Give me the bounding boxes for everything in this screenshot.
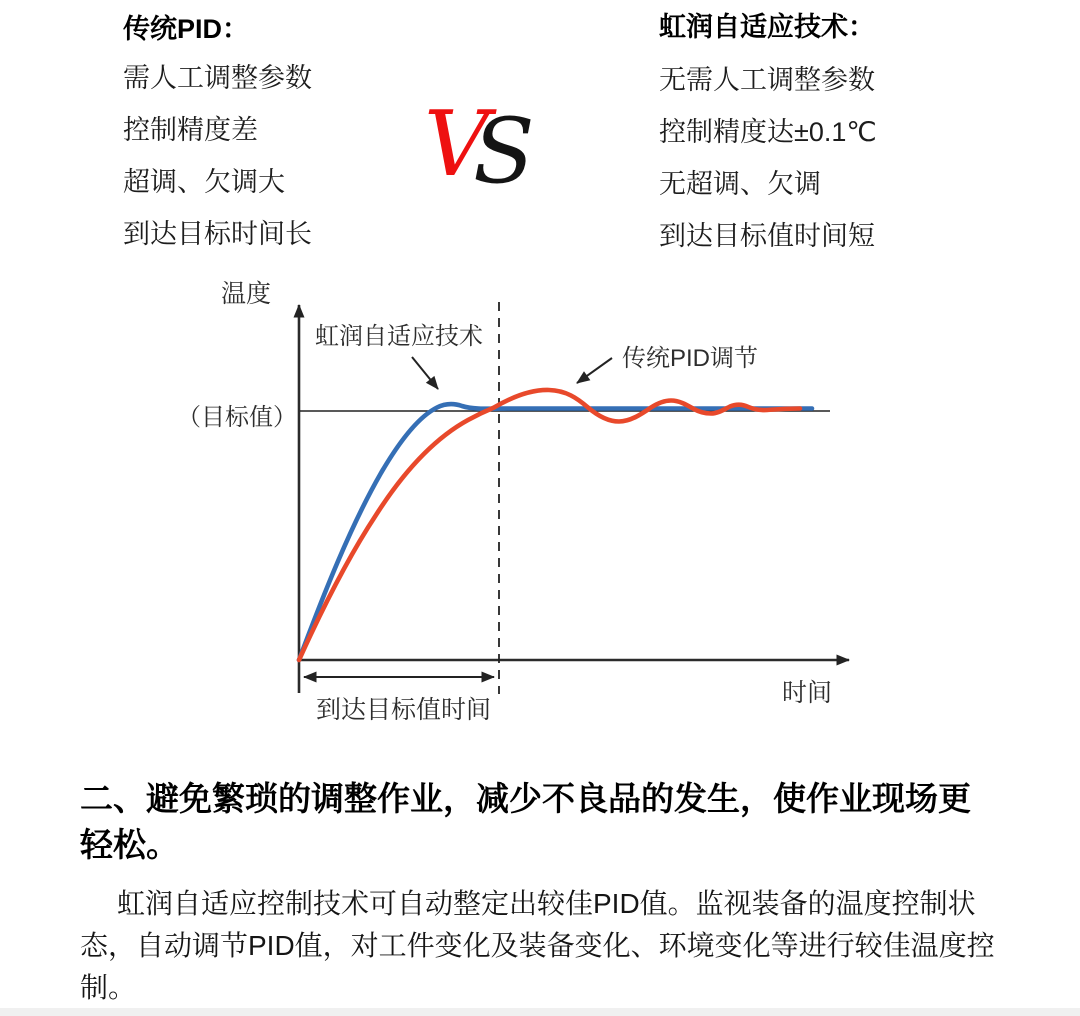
paragraph-line: 制。	[80, 972, 137, 1003]
adaptive-curve	[299, 404, 812, 660]
section-heading-line: 轻松。	[80, 826, 179, 863]
adaptive-tech-title: 虹润自适应技术：	[659, 12, 875, 42]
vs-letter-v: V	[424, 92, 489, 197]
vs-letter-s: S	[473, 99, 535, 204]
adaptive-annotation-arrow	[412, 357, 438, 389]
list-item: 到达目标值时间短	[659, 221, 875, 251]
reach-time-label: 到达目标值时间	[316, 696, 492, 724]
list-item: 超调、欠调大	[123, 167, 285, 197]
section-heading	[80, 776, 971, 868]
section-paragraph	[80, 883, 995, 1009]
bottom-divider	[0, 1008, 1080, 1016]
x-axis-label: 时间	[782, 679, 833, 707]
list-item: 控制精度达±0.1℃	[659, 117, 877, 147]
list-item: 控制精度差	[123, 115, 258, 145]
adaptive-curve-label: 虹润自适应技术	[315, 323, 483, 350]
paragraph-line: 虹润自适应控制技术可自动整定出较佳PID值。监视装备的温度控制状	[117, 888, 976, 919]
list-item: 无需人工调整参数	[659, 65, 875, 95]
target-value-label: （目标值）	[177, 404, 297, 431]
traditional-pid-title: 传统PID：	[123, 14, 250, 44]
pid-curve-label: 传统PID调节	[622, 345, 759, 372]
section-heading-line: 二、避免繁琐的调整作业，减少不良品的发生，使作业现场更	[80, 780, 971, 817]
list-item: 到达目标时间长	[123, 219, 312, 249]
paragraph-line: 态，自动调节PID值，对工件变化及装备变化、环境变化等进行较佳温度控	[80, 930, 995, 961]
pid-curve	[299, 390, 800, 660]
y-axis-label: 温度	[221, 280, 272, 308]
list-item: 需人工调整参数	[123, 63, 312, 93]
pid-annotation-arrow	[577, 358, 612, 383]
list-item: 无超调、欠调	[659, 169, 821, 199]
